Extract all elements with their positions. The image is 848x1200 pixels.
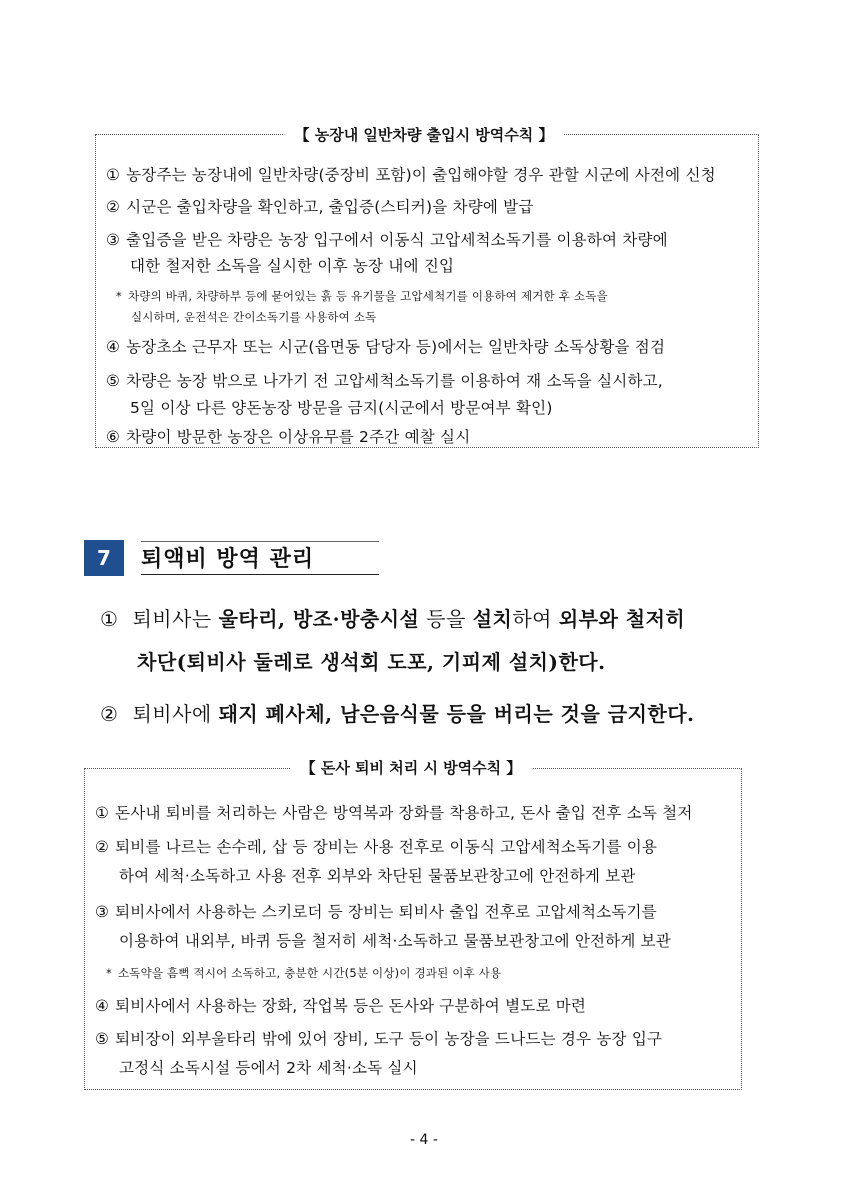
box1-item-2: ② 시군은 출입차량을 확인하고, 출입증(스티커)을 차량에 발급 <box>106 198 534 216</box>
paragraph-1-cont: 차단(퇴비사 둘레로 생석회 도포, 기피제 설치)한다. <box>137 650 606 674</box>
box1-item-1: ① 농장주는 농장내에 일반차량(중장비 포함)이 출입해야할 경우 관할 시군에 사전에 신청 <box>106 166 716 184</box>
box1-item-6: ⑥ 차량이 방문한 농장은 이상유무를 2주간 예찰 실시 <box>106 428 471 446</box>
paragraph-1: ① 퇴비사는 울타리, 방조·방충시설 등을 설치하여 외부와 철저히 <box>100 607 686 631</box>
box1-item-3-cont: 대한 철저한 소독을 실시한 이후 농장 내에 진입 <box>130 257 455 275</box>
box-manure-rules-title: 【 돈사 퇴비 처리 시 방역수칙 】 <box>291 757 532 778</box>
box2-item-2: ② 퇴비를 나르는 손수레, 삽 등 장비는 사용 전후로 이동식 고압세척소독기를 이용 <box>95 838 658 856</box>
box1-item-5-cont: 5일 이상 다른 양돈농장 방문을 금지(시군에서 방문여부 확인) <box>130 399 553 417</box>
box1-note: * 차량의 바퀴, 차량하부 등에 묻어있는 흙 등 유기물을 고압세척기를 이용하여 제거한 후 소독을 <box>116 289 608 303</box>
paragraph-2: ② 퇴비사에 돼지 폐사체, 남은음식물 등을 버리는 것을 금지한다. <box>100 702 695 726</box>
box2-note: * 소독약을 흠뻑 적시어 소독하고, 충분한 시간(5분 이상)이 경과된 이후 사용 <box>106 966 502 980</box>
box2-item-1: ① 돈사내 퇴비를 처리하는 사람은 방역복과 장화를 착용하고, 돈사 출입 전후 소독 철저 <box>95 804 693 822</box>
box2-item-5: ⑤ 퇴비장이 외부울타리 밖에 있어 장비, 도구 등이 농장을 드나드는 경우 농장 입구 <box>95 1030 663 1048</box>
box1-note-cont: 실시하며, 운전석은 간이소독기를 사용하여 소독 <box>131 310 377 324</box>
section-number: 7 <box>84 540 124 576</box>
box1-item-4: ④ 농장초소 근무자 또는 시군(읍면동 담당자 등)에서는 일반차량 소독상황을 점검 <box>106 338 666 356</box>
box1-item-5: ⑤ 차량은 농장 밖으로 나가기 전 고압세척소독기를 이용하여 재 소독을 실시하고, <box>106 372 663 390</box>
box2-item-4: ④ 퇴비사에서 사용하는 장화, 작업복 등은 돈사와 구분하여 별도로 마련 <box>95 997 587 1015</box>
page-number: - 4 - <box>410 1132 438 1148</box>
box2-item-5-cont: 고정식 소독시설 등에서 2차 세척·소독 실시 <box>119 1059 418 1077</box>
section-title: 퇴액비 방역 관리 <box>141 547 315 572</box>
box2-item-3-cont: 이용하여 내외부, 바퀴 등을 철저히 세척·소독하고 물품보관창고에 안전하게 보관 <box>119 932 671 950</box>
box-vehicle-rules-title: 【 농장내 일반차량 출입시 방역수칙 】 <box>285 124 564 145</box>
box2-item-2-cont: 하여 세척·소독하고 사용 전후 외부와 차단된 물품보관창고에 안전하게 보관 <box>119 867 636 885</box>
box2-item-3: ③ 퇴비사에서 사용하는 스키로더 등 장비는 퇴비사 출입 전후로 고압세척소독기를 <box>95 903 657 921</box>
section-underline <box>141 574 379 575</box>
box1-item-3: ③ 출입증을 받은 차량은 농장 입구에서 이동식 고압세척소독기를 이용하여 차량에 <box>106 231 668 249</box>
